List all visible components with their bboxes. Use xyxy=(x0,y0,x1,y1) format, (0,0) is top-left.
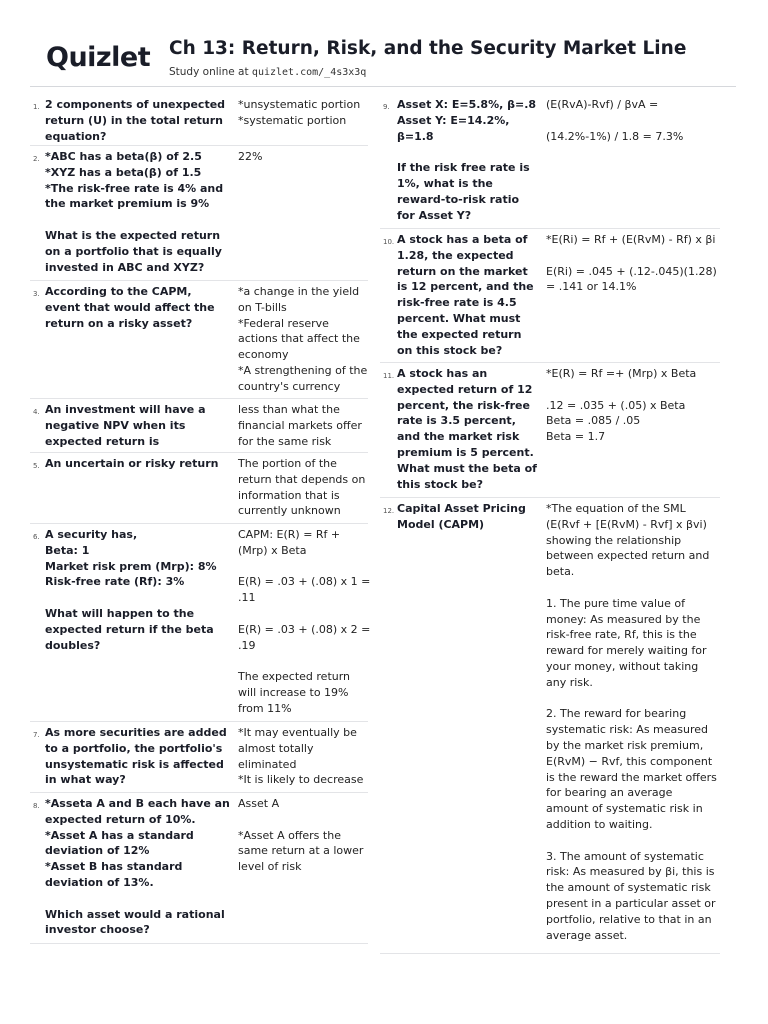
header-divider xyxy=(30,86,736,87)
card-definition: *E(Ri) = Rf + (E(RᴠM) - Rf) x βi E(Ri) = .045 + (.12-.045)(1.28) = .141 or 14.1% xyxy=(546,233,717,294)
card-term: Capital Asset Pricing Model (CAPM) xyxy=(397,502,526,531)
card-number: 3. xyxy=(33,290,40,298)
flashcard xyxy=(30,453,368,524)
flashcard xyxy=(380,94,720,229)
card-term: A stock has a beta of 1.28, the expected return on the market is 12 percent, and the risk-free rate is 4.5 percent. What must the expected return on this stock be? xyxy=(397,233,534,357)
quizlet-logo[interactable]: Quizlet xyxy=(46,42,151,73)
flashcard xyxy=(30,146,368,281)
card-term: Asset X: E=5.8%, β=.8 Asset Y: E=14.2%, β=1.8 If the risk free rate is 1%, what is the reward-to-risk ratio for Asset Y? xyxy=(397,98,537,222)
card-definition: (E(RᴠA)-Rᴠf) / βᴠA = (14.2%-1%) / 1.8 = 7.3% xyxy=(546,98,684,143)
study-online-line xyxy=(169,66,366,78)
study-url-link[interactable]: quizlet.com/_4s3x3q xyxy=(251,67,367,78)
flashcard xyxy=(380,498,720,954)
flashcard xyxy=(30,524,371,722)
card-number: 6. xyxy=(33,533,40,541)
page-title: Ch 13: Return, Risk, and the Security Market Line xyxy=(169,38,687,59)
card-definition: Asset A *Asset A offers the same return at a lower level of risk xyxy=(238,797,364,874)
flashcard xyxy=(380,229,720,363)
card-number: 9. xyxy=(383,103,390,111)
card-number: 8. xyxy=(33,802,40,810)
flashcard xyxy=(30,281,368,399)
card-definition: *E(R) = Rf =+ (Mrp) x Beta .12 = .035 + (.05) x Beta Beta = .085 / .05 Beta = 1.7 xyxy=(546,367,697,444)
card-definition: The portion of the return that depends on information that is currently unknown xyxy=(238,457,366,518)
flashcard xyxy=(30,399,368,453)
flashcard xyxy=(30,94,368,146)
card-term: An investment will have a negative NPV when its expected return is xyxy=(45,403,206,448)
flashcard xyxy=(30,722,368,793)
card-term: According to the CAPM, event that would affect the return on a risky asset? xyxy=(45,285,215,330)
card-number: 4. xyxy=(33,408,40,416)
study-prefix: Study online at xyxy=(169,66,252,78)
card-definition: *The equation of the SML (E(Rᴠf + [E(RᴠM) - Rᴠf] x βᴠi) showing the relationship between expected return and beta. 1. The pure time value of money: As measured by the risk-free rate, Rf, this is the reward for merely waiting for your money, without taking any risk. 2. The reward for bearing systematic risk: As measured by the market risk premium, E(RᴠM) − Rᴠf, this component is the reward the market offers for bearing an average amount of systematic risk in addition to waiting. 3. The amount of systematic risk: As measured by βi, this is the amount of systematic risk present in a particular asset or portfolio, relative to that in an average asset. xyxy=(546,502,717,942)
card-term: A stock has an expected return of 12 percent, the risk-free rate is 3.5 percent, and the market risk premium is 5 percent. What must the beta of this stock be? xyxy=(397,367,537,491)
card-number: 12. xyxy=(383,507,395,515)
card-term: *ABC has a beta(β) of 2.5 *XYZ has a beta(β) of 1.5 *The risk-free rate is 4% and the market premium is 9% What is the expected return on a portfolio that is equally invested in ABC and XYZ? xyxy=(45,150,224,274)
card-number: 11. xyxy=(383,372,395,380)
flashcard xyxy=(30,793,368,944)
card-definition: *a change in the yield on T-bills *Federal reserve actions that affect the economy *A strengthening of the country's currency xyxy=(238,285,368,393)
card-definition: 22% xyxy=(238,150,263,163)
left-column xyxy=(30,94,371,944)
card-number: 1. xyxy=(33,103,40,111)
card-number: 5. xyxy=(33,462,40,470)
card-definition: *It may eventually be almost totally eliminated *It is likely to decrease xyxy=(238,726,364,787)
card-term: As more securities are added to a portfolio, the portfolio's unsystematic risk is affected in what way? xyxy=(45,726,227,787)
card-term: 2 components of unexpected return (U) in the total return equation? xyxy=(45,98,226,143)
card-term: *Asseta A and B each have an expected return of 10%. *Asset A has a standard deviation of 12% *Asset B has standard deviation of 13%. Which asset would a rational investor choose? xyxy=(45,797,230,937)
card-number: 7. xyxy=(33,731,40,739)
card-definition: *unsystematic portion *systematic portion xyxy=(238,98,361,127)
card-term: A security has, Beta: 1 Market risk prem (Mrp): 8% Risk-free rate (Rf): 3% What will happen to the expected return if the beta doubles? xyxy=(45,528,217,652)
flashcard xyxy=(380,363,720,498)
page-header xyxy=(46,38,736,88)
card-number: 10. xyxy=(383,238,395,246)
card-definition: CAPM: E(R) = Rf + (Mrp) x Beta E(R) = .03 + (.08) x 1 = .11 E(R) = .03 + (.08) x 2 = .19 The expected return will increase to 19% from 11% xyxy=(238,528,371,715)
card-number: 2. xyxy=(33,155,40,163)
right-column xyxy=(380,94,720,954)
card-term: An uncertain or risky return xyxy=(45,457,219,470)
card-definition: less than what the financial markets offer for the same risk xyxy=(238,403,362,448)
